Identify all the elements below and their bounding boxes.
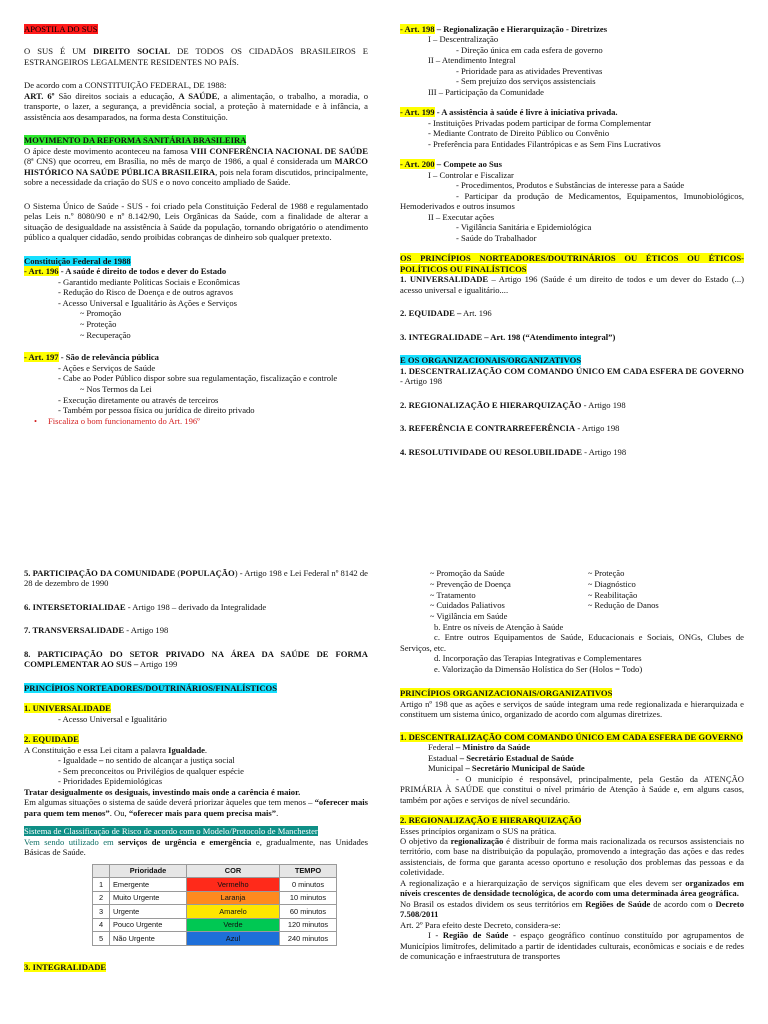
tilde-bullet-icon: ~ xyxy=(430,590,437,600)
principios-title: OS PRINCÍPIOS NORTEADORES/DOUTRINÁRIOS OU ÉTICOS OU ÉTICOS-POLÍTICOS OU FINALÍSTICOS xyxy=(400,253,744,274)
tilde-bullet-icon: ~ xyxy=(80,309,87,319)
top-right-column: - Art. 198 – Regionalização e Hierarquização - Diretrizes I – Descentralização - Direção única em cada esfera de governo II – Atendimento Integral - Prioridade para as atividades Preventivas - Sem prejuízo dos serviços assistenciais III – Participação da Comunidade - Art. 199 - A assistência à saúde é livre à iniciativa privada. - Instituições Privadas podem participar de forma Complementar - Mediante Contrato de Direito Público ou Convênio - Preferência para Entidades Filantrópicas e as Sem Fins Lucrativos - Art. 200 – Compete ao Sus I – Controlar e Fiscalizar - Procedimentos, Produtos e Substâncias de interesse para a Saúde - Participar da produção de Medicamentos, Equipamentos, Imunobiológicos, Hemoderivados e outros insumos II – Executar ações - Vigilância Sanitária e Epidemiológica - Saúde do Trabalhador OS PRINCÍPIOS NORTEADORES/DOUTRINÁRIOS OU ÉTICOS OU ÉTICOS-POLÍTICOS OU FINALÍSTICOS 1. UNIVERSALIDADE – Artigo 196 (Saúde é um direito de todos e um dever do Estado (...) acesso universal e igualitário.... 2. EQUIDADE – Art. 196 3. INTEGRALIDADE – Art. 198 (“Atendimento integral”) E OS ORGANIZACIONAIS/ORGANIZATIVOS 1. DESCENTRALIZAÇÃO COM COMANDO ÚNICO EM CADA ESFERA DE GOVERNO - Artigo 198 2. REGIONALIZAÇÃO E HIERARQUIZAÇÃO - Artigo 198 3. REFERÊNCIA E CONTRARREFERÊNCIA - Artigo 198 4. RESOLUTIVIDADE OU RESOLUBILIDADE - Artigo 198 xyxy=(400,24,744,457)
bottom-right-column: ~ Promoção da Saúde ~ Prevenção de Doença ~ Tratamento ~ Cuidados Paliativos ~ Vigilância em Saúde ~ Proteção ~ Diagnóstico ~ Reabilitação ~ Redução de Danos b. Entre os níveis de Atenção à Saúde c. Entre outros Equipamentos de Saúde, Educacionais e Sociais, ONGs, Clubes de Serviços, etc. d. Incorporação das Terapias Integrativas e Complementares e. Valorização da Dimensão Holística do Ser (Holos = Todo) PRINCÍPIOS ORGANIZACIONAIS/ORGANIZATIVOS Artigo nº 198 que as ações e serviços de saúde integram uma rede regionalizada e hierarquizada e constituem um sistema único, organizado de acordo com algumas diretrizes. 1. DESCENTRALIZAÇÃO COM COMANDO ÚNICO EM CADA ESFERA DE GOVERNO Federal – Ministro da Saúde Estadual – Secretário Estadual de Saúde Municipal – Secretário Municipal de Saúde - O município é responsável, principalmente, pela Gestão da ATENÇÃO PRIMÁRIA À SAÚDE que constitui o nível primário de Atenção à Saúde e, em alguns casos, também por ações e serviços de nível secundário. 2. REGIONALIZAÇÃO E HIERARQUIZAÇÃO Esses princípios organizam o SUS na prática. O objetivo da regionalização é distribuir de forma mais racionalizada os recursos assistenciais no território, com base na distribuição da população, promovendo a integração das ações e das redes assistenciais, de forma que garanta acesso oportuno e resolução dos problemas das pessoas e da coletividade. A regionalização e a hierarquização de serviços significam que eles devem ser organizados em níveis crescentes de densidade tecnológica, de acordo com uma determinada área geográfica. No Brasil os estados dividem os seus territórios em Regiões de Saúde de acordo com o Decreto 7.508/2011 Art. 2º Para efeito deste Decreto, considera-se: I - Região de Saúde - espaço geográfico contínuo constituído por agrupamentos de Municípios limítrofes, delimitado a partir de identidades culturais, econômicas e sociais e de redes de comunicação e infraestrutura de transportes xyxy=(400,568,744,962)
po-title: PRINCÍPIOS ORGANIZACIONAIS/ORGANIZATIVOS xyxy=(400,688,613,699)
doc-title: APOSTILA DO SUS xyxy=(24,24,98,34)
tilde-bullet-icon: ~ xyxy=(80,384,87,394)
tilde-bullet-icon: ~ xyxy=(80,319,87,329)
risk-classification-table: Prioridade COR TEMPO 1 Emergente Vermelho 0 minutos 2 Muito Urgente Laranja 10 minutos 3 Urgente Amarelo 60 minutos 4 Pouco Urgente Verde 120 minutos 5 Não Urgente Azul 240 minutos xyxy=(92,864,337,946)
integralidade-grid xyxy=(400,568,744,622)
list-item: ~ Redução de Danos xyxy=(588,600,659,611)
art197-item: - Cabe ao Poder Público dispor sobre sua regulamentação, fiscalização e controle xyxy=(58,373,338,384)
list-item: ~ Promoção da Saúde xyxy=(430,568,505,578)
table-row: 3 Urgente Amarelo 60 minutos xyxy=(93,905,337,919)
org-resolutividade: 4. RESOLUTIVIDADE OU RESOLUBILIDADE - Artigo 198 xyxy=(400,446,627,457)
art196-heading: - Art. 196 - A saúde é direito de todos e dever do Estado xyxy=(24,266,227,277)
art196-sub-item: ~ Proteção xyxy=(80,318,117,329)
art197-item: - Ações e Serviços de Saúde xyxy=(58,362,156,373)
list-item: ~ Cuidados Paliativos xyxy=(430,600,505,611)
tilde-bullet-icon: ~ xyxy=(588,579,595,589)
list-item: ~ Prevenção de Doença xyxy=(430,578,511,589)
org-title: E OS ORGANIZACIONAIS/ORGANIZATIVOS xyxy=(400,355,582,366)
principio-integralidade: 3. INTEGRALIDADE – Art. 198 (“Atendimento integral”) xyxy=(400,331,616,342)
list-item: ~ Proteção xyxy=(588,568,625,578)
principio-transversalidade: 7. TRANSVERSALIDADE - Artigo 198 xyxy=(24,625,169,636)
table-row: 5 Não Urgente Azul 240 minutos xyxy=(93,932,337,946)
principio-intersetorialidade: 6. INTERSETORIALIDAE - Artigo 198 – derivado da Integralidade xyxy=(24,601,267,612)
art199-heading: - Art. 199 - A assistência à saúde é livre à iniciativa privada. xyxy=(400,107,618,118)
art196-item: - Redução do Risco de Doença e de outros agravos xyxy=(58,287,233,298)
art198-heading: - Art. 198 – Regionalização e Hierarquização - Diretrizes xyxy=(400,24,608,34)
art197-item: - Execução diretamente ou através de terceiros xyxy=(58,394,219,405)
art6-paragraph: ART. 6º São direitos sociais a educação, A SAÚDE, a alimentação, o trabalho, a moradia, o transporte, o lazer, a segurança, a previdência social, a proteção à maternidade e à infância, a assistência aos desamparados, na forma desta Constituição. xyxy=(24,90,369,122)
art197-bullet: • Fiscaliza o bom funcionamento do Art. 196º xyxy=(24,416,368,426)
tilde-bullet-icon: ~ xyxy=(80,330,87,340)
list-item: ~ Diagnóstico xyxy=(588,578,636,589)
list-item: ~ Vigilância em Saúde xyxy=(430,611,508,621)
universalidade-title: 1. UNIVERSALIDADE xyxy=(24,703,111,714)
tilde-bullet-icon: ~ xyxy=(588,601,595,611)
art196-item: - Acesso Universal e Igualitário às Ações e Serviços xyxy=(58,297,237,308)
tilde-bullet-icon: ~ xyxy=(430,612,437,621)
movimento-title: MOVIMENTO DA REFORMA SANITÁRIA BRASILEIRA xyxy=(24,135,247,146)
org-descentralizacao: 1. DESCENTRALIZAÇÃO COM COMANDO ÚNICO EM CADA ESFERA DE GOVERNO - Artigo 198 xyxy=(400,365,744,387)
art200-heading: - Art. 200 – Compete ao Sus xyxy=(400,159,502,170)
list-item: ~ Tratamento xyxy=(430,589,476,600)
regionalizacao-title: 2. REGIONALIZAÇÃO E HIERARQUIZAÇÃO xyxy=(400,815,582,826)
table-row: 2 Muito Urgente Laranja 10 minutos xyxy=(93,891,337,905)
art197-heading: - Art. 197 - São de relevância pública xyxy=(24,352,159,363)
org-regionalizacao: 2. REGIONALIZAÇÃO E HIERARQUIZAÇÃO - Artigo 198 xyxy=(400,399,626,410)
top-left-column xyxy=(24,24,368,426)
movimento-paragraph: O ápice deste movimento aconteceu na famosa VIII CONFERÊNCIA NACIONAL DE SAÚDE (8ª CNS) que ocorreu, em Brasília, no mês de março de 1986, a qual é considerada um MARCO HISTÓRICO NA SAÚDE PÚBLICA BRASILEIRA, pois nela foram discutidos, principalmente, sobre a necessidade da criação do SUS e o novo conceito ampliado de Saúde. xyxy=(24,145,368,188)
art197-item: - Também por pessoa física ou jurídica de direito privado xyxy=(58,405,255,416)
principio-setor-privado: 8. PARTICIPAÇÃO DO SETOR PRIVADO NA ÁREA DA SAÚDE DE FORMA COMPLEMENTAR AO SUS – Artigo 199 xyxy=(24,648,368,670)
principio-universalidade: 1. UNIVERSALIDADE – Artigo 196 (Saúde é um direito de todos e um dever do Estado (...) acesso universal e igualitário.... xyxy=(400,274,744,295)
cf88-title: Constituição Federal de 1988 xyxy=(24,255,131,266)
principio-equidade: 2. EQUIDADE – Art. 196 xyxy=(400,308,492,319)
intro-paragraph: O SUS É UM DIREITO SOCIAL DE TODOS OS CIDADÃOS BRASILEIROS E ESTRANGEIROS LEGALMENTE RESIDENTES NO PAÍS. xyxy=(24,46,368,67)
list-item: ~ Reabilitação xyxy=(588,589,638,600)
tilde-bullet-icon: ~ xyxy=(430,579,437,589)
bottom-left-column: 5. PARTICIPAÇÃO DA COMUNIDADE (POPULAÇÃO) - Artigo 198 e Lei Federal nº 8142 de 28 de dezembro de 1990 6. INTERSETORIALIDAE - Artigo 198 – derivado da Integralidade 7. TRANSVERSALIDADE - Artigo 198 8. PARTICIPAÇÃO DO SETOR PRIVADO NA ÁREA DA SAÚDE DE FORMA COMPLEMENTAR AO SUS – Artigo 199 PRINCÍPIOS NORTEADORES/DOUTRINÁRIOS/FINALÍSTICOS 1. UNIVERSALIDADE - Acesso Universal e Igualitário 2. EQUIDADE A Constituição e essa Lei citam a palavra Igualdade. - Igualdade – no sentido de alcançar a justiça social - Sem preconceitos ou Privilégios de qualquer espécie - Prioridades Epidemiológicas Tratar desigualmente os desiguais, investindo mais onde a carência é maior. Em algumas situações o sistema de saúde deverá priorizar àqueles que tem menos – “oferecer mais para quem tem menos”. Ou, “oferecer mais para quem precisa mais”. Sistema de Classificação de Risco de acordo com o Modelo/Protocolo de Manchester Vem sendo utilizado em serviços de urgência e emergência e, gradualmente, nas Unidades Básicas de Saúde. Prioridade COR TEMPO 1 Emergente Vermelho 0 minutos 2 Muito Urgente Laranja 10 minutos 3 Urgente Amarelo 60 minutos 4 Pouco Urgente Verde 120 minutos 5 Não Urgente Azul 240 minutos 3. INTEGRALIDADE xyxy=(24,568,369,972)
table-row: 1 Emergente Vermelho 0 minutos xyxy=(93,878,337,892)
equidade-title: 2. EQUIDADE xyxy=(24,734,79,745)
art196-sub-item: ~ Recuperação xyxy=(80,329,131,340)
tilde-bullet-icon: ~ xyxy=(430,601,437,611)
tilde-bullet-icon: ~ xyxy=(430,569,437,578)
cf-line: De acordo com a CONSTITUIÇÃO FEDERAL, DE 1988: xyxy=(24,80,227,91)
pnd-title: PRINCÍPIOS NORTEADORES/DOUTRINÁRIOS/FINALÍSTICOS xyxy=(24,682,278,693)
art196-sub-item: ~ Promoção xyxy=(80,308,122,319)
art197-sub-item: ~ Nos Termos da Lei xyxy=(80,383,152,394)
tilde-bullet-icon: ~ xyxy=(588,569,595,578)
table-row: 4 Pouco Urgente Verde 120 minutos xyxy=(93,918,337,932)
org-referencia: 3. REFERÊNCIA E CONTRARREFERÊNCIA - Artigo 198 xyxy=(400,423,620,434)
sus-paragraph: O Sistema Único de Saúde - SUS - foi criado pela Constituição Federal de 1988 e regulamentado pelas Leis n.º 8080/90 e nº 8.142/90, Leis Orgânicas da Saúde, com a finalidade de alterar a situação de desigualdade na assistência à Saúde da população, tornando obrigatório o atendimento público a qualquer cidadão, sendo proibidas cobranças de dinheiro sob qualquer pretexto. xyxy=(24,200,368,243)
page-bottom xyxy=(0,512,768,1024)
art196-item: - Garantido mediante Políticas Sociais e Econômicas xyxy=(58,276,240,287)
principio-participacao: 5. PARTICIPAÇÃO DA COMUNIDADE (POPULAÇÃO) - Artigo 198 e Lei Federal nº 8142 de 28 de dezembro de 1990 xyxy=(24,568,368,589)
descentralizacao-title: 1. DESCENTRALIZAÇÃO COM COMANDO ÚNICO EM CADA ESFERA DE GOVERNO xyxy=(400,731,743,742)
tilde-bullet-icon: ~ xyxy=(588,590,595,600)
integralidade-title: 3. INTEGRALIDADE xyxy=(24,961,107,972)
risk-title: Sistema de Classificação de Risco de acordo com o Modelo/Protocolo de Manchester xyxy=(24,826,318,837)
